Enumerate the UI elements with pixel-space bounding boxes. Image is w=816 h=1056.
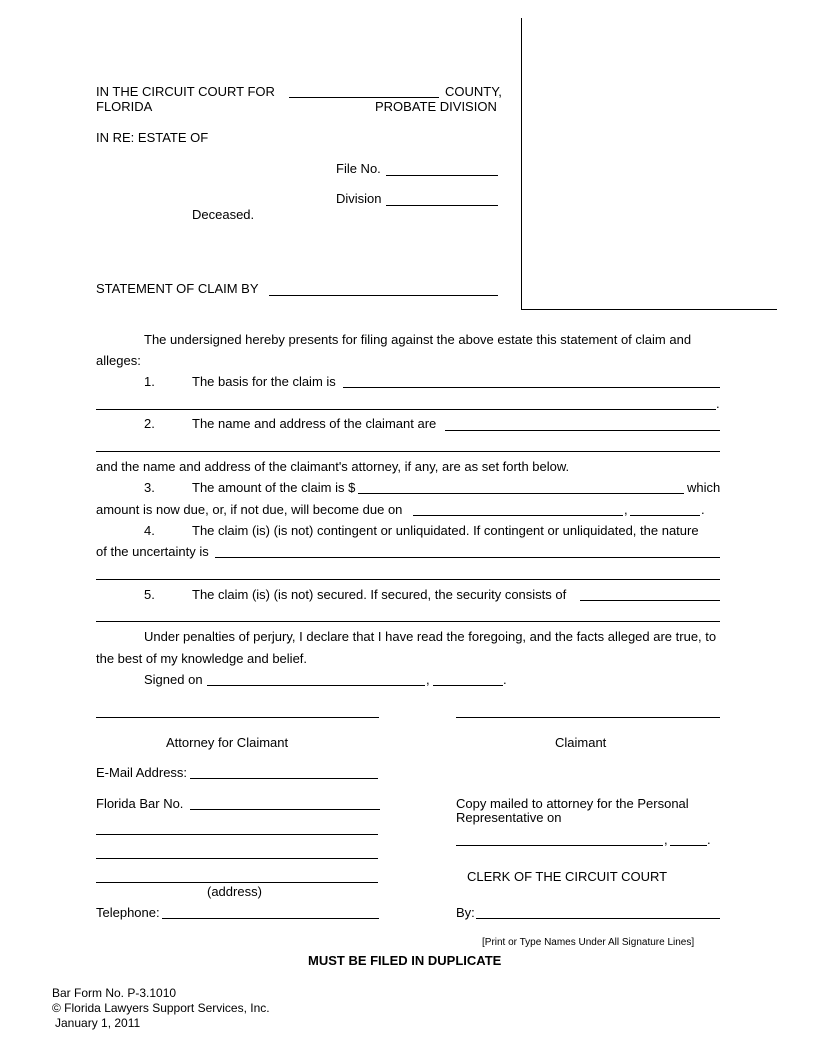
bar-no-field[interactable] — [190, 809, 380, 810]
division-label: Division — [336, 191, 382, 206]
attorney-line: and the name and address of the claimant's attorney, if any, are as set forth below. — [96, 459, 570, 474]
attorney-signature-line[interactable] — [96, 717, 379, 718]
statement-title: STATEMENT OF CLAIM BY — [96, 281, 259, 296]
copy-mailed-line-2: Representative on — [456, 810, 562, 825]
due-date-field[interactable] — [413, 515, 623, 516]
item4-continued: of the uncertainty is — [96, 544, 209, 559]
attorney-for-claimant-label: Attorney for Claimant — [166, 735, 289, 750]
signed-date-field[interactable] — [207, 685, 425, 686]
telephone-field[interactable] — [162, 918, 379, 919]
deceased-label: Deceased. — [192, 207, 255, 222]
address-label: (address) — [207, 884, 262, 899]
security-field-2[interactable] — [96, 621, 720, 622]
signed-end: . — [503, 672, 507, 687]
by-label: By: — [456, 905, 475, 920]
item1-number: 1. — [144, 374, 155, 389]
division-name: PROBATE DIVISION — [375, 99, 497, 114]
copy-mailed-comma: , — [664, 832, 668, 847]
email-field[interactable] — [190, 778, 378, 779]
claimant-label: Claimant — [555, 735, 607, 750]
claimant-address-field-2[interactable] — [96, 451, 720, 452]
item4-text: The claim (is) (is not) contingent or unliquidated. If contingent or unliquidated, the nature — [192, 523, 699, 538]
form-date: January 1, 2011 — [55, 1016, 141, 1030]
copy-mailed-date-field[interactable] — [456, 845, 663, 846]
due-year-field[interactable] — [630, 515, 700, 516]
item3-which: which — [687, 480, 721, 495]
stamp-box-bottom-border — [521, 309, 777, 310]
uncertainty-field[interactable] — [215, 557, 720, 558]
email-label: E-Mail Address: — [96, 765, 188, 780]
attorney-address-line-2[interactable] — [96, 858, 378, 859]
copy-mailed-year-field[interactable] — [670, 845, 707, 846]
perjury-line-2: the best of my knowledge and belief. — [96, 651, 308, 666]
item1-text: The basis for the claim is — [192, 374, 336, 389]
claim-basis-field[interactable] — [343, 387, 720, 388]
stamp-box-left-border — [521, 18, 522, 310]
due-date-end: . — [701, 502, 705, 517]
copy-mailed-line-1: Copy mailed to attorney for the Personal — [456, 796, 689, 811]
signed-year-field[interactable] — [433, 685, 503, 686]
claim-amount-field[interactable] — [358, 493, 684, 494]
item3-number: 3. — [144, 480, 155, 495]
in-re-label: IN RE: ESTATE OF — [96, 130, 209, 145]
security-field[interactable] — [580, 600, 720, 601]
signed-on-label: Signed on — [144, 672, 203, 687]
perjury-line-1: Under penalties of perjury, I declare that I have read the foregoing, and the facts alleged are true, to — [144, 629, 717, 644]
county-field[interactable] — [289, 97, 439, 98]
claimant-signature-line[interactable] — [456, 717, 720, 718]
file-no-field[interactable] — [386, 175, 498, 176]
copyright-line: © Florida Lawyers Support Services, Inc. — [52, 1001, 270, 1015]
bar-form-number: Bar Form No. P-3.1010 — [52, 986, 177, 1000]
attorney-address-line-3[interactable] — [96, 882, 378, 883]
item1-end: . — [716, 396, 720, 411]
state-label: FLORIDA — [96, 99, 153, 114]
signed-comma: , — [426, 672, 430, 687]
claimant-name-field[interactable] — [269, 295, 498, 296]
bar-no-label: Florida Bar No. — [96, 796, 184, 811]
uncertainty-field-2[interactable] — [96, 579, 720, 580]
court-prefix: IN THE CIRCUIT COURT FOR — [96, 84, 275, 99]
item5-number: 5. — [144, 587, 155, 602]
copy-mailed-end: . — [707, 832, 711, 847]
item3-continued: amount is now due, or, if not due, will become due on — [96, 502, 403, 517]
item4-number: 4. — [144, 523, 155, 538]
intro-line-2: alleges: — [96, 353, 141, 368]
item5-text: The claim (is) (is not) secured. If secured, the security consists of — [192, 587, 567, 602]
attorney-address-line-1[interactable] — [96, 834, 378, 835]
division-field[interactable] — [386, 205, 498, 206]
item2-text: The name and address of the claimant are — [192, 416, 437, 431]
telephone-label: Telephone: — [96, 905, 160, 920]
intro-line-1: The undersigned hereby presents for filing against the above estate this statement of claim and — [144, 332, 692, 347]
claim-basis-field-2[interactable] — [96, 409, 716, 410]
must-file-duplicate: MUST BE FILED IN DUPLICATE — [308, 953, 502, 968]
clerk-label: CLERK OF THE CIRCUIT COURT — [467, 869, 668, 884]
county-label: COUNTY, — [445, 84, 502, 99]
item2-number: 2. — [144, 416, 155, 431]
print-names-note: [Print or Type Names Under All Signature Lines] — [482, 937, 695, 948]
due-date-comma: , — [624, 502, 628, 517]
clerk-by-field[interactable] — [476, 918, 720, 919]
claimant-address-field[interactable] — [445, 430, 720, 431]
file-no-label: File No. — [336, 161, 381, 176]
item3-text: The amount of the claim is $ — [192, 480, 356, 495]
